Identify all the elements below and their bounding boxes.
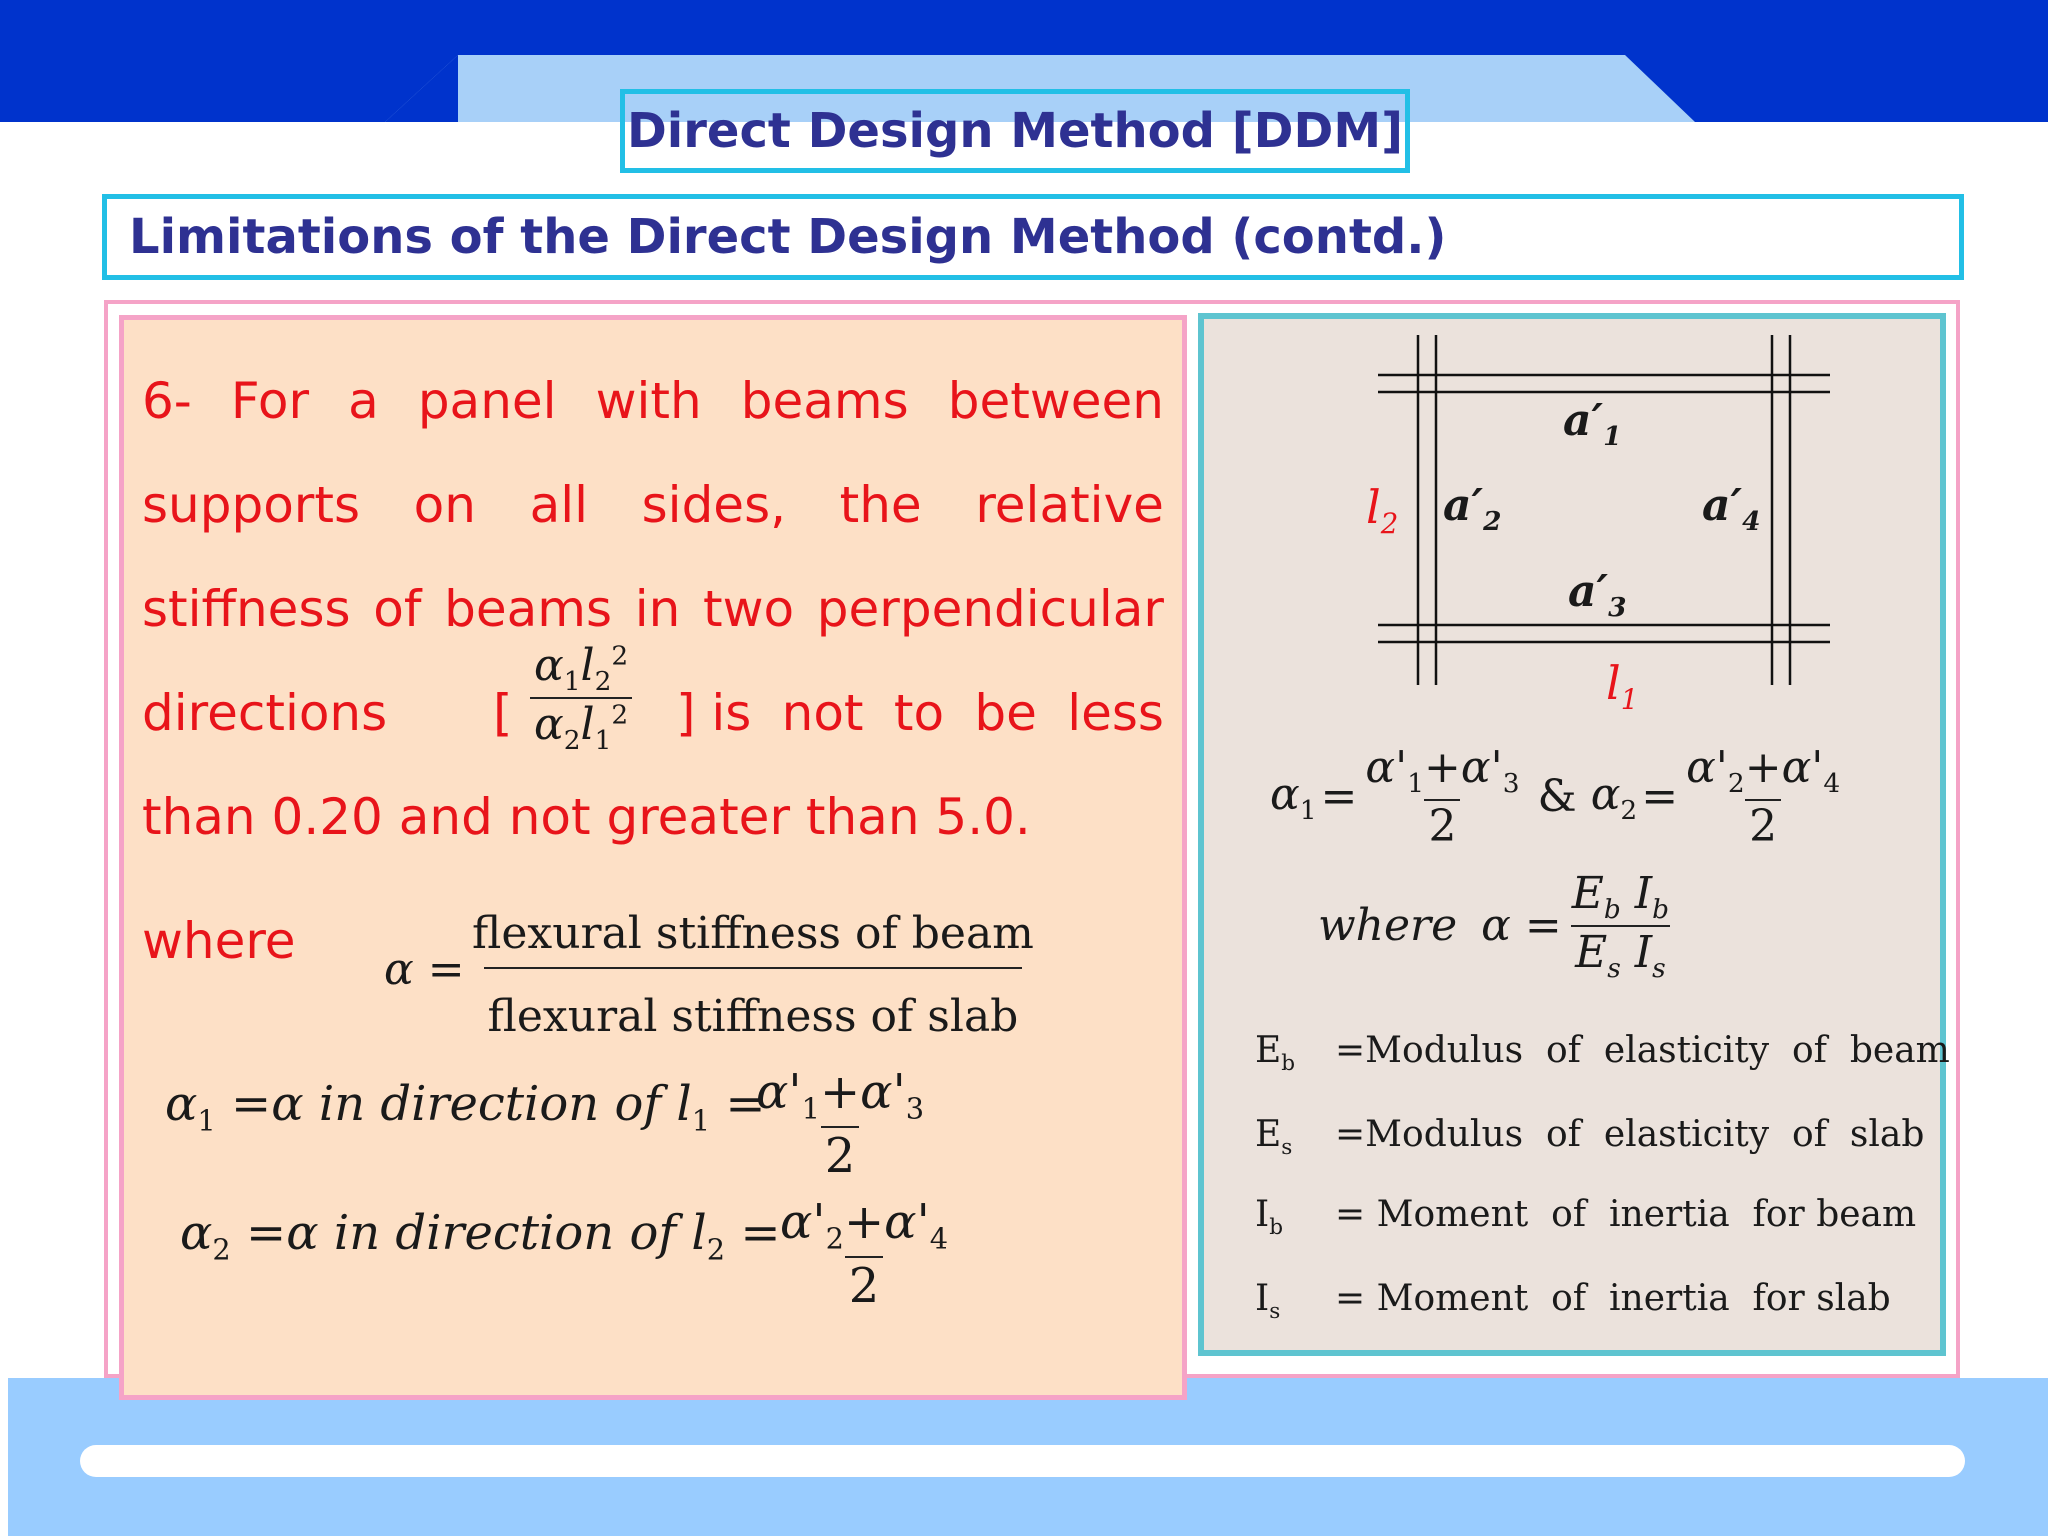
slab-panel-diagram (1370, 330, 1840, 690)
def-sub: s (1281, 1135, 1293, 1161)
alpha1-numerator: $\alpha'_1+\alpha'_3$ (756, 1064, 925, 1126)
alpha-ratio-equation (1318, 868, 1673, 984)
a1-sub: 1 (1603, 420, 1622, 452)
word: sides, (641, 476, 787, 534)
I-s-sub: s (1652, 952, 1666, 984)
E-s-sub: s (1607, 952, 1621, 984)
eq2-l-sub: 2 (706, 1232, 726, 1267)
word: not (781, 684, 864, 742)
I-s: I (1634, 926, 1653, 978)
word: with (595, 372, 702, 430)
text-line-4-end (676, 684, 1164, 742)
eq1-l-sub: 1 (691, 1103, 711, 1138)
word: perpendicular (816, 580, 1164, 638)
a2-symbol: a′ (1443, 480, 1484, 531)
I-b-sub: b (1652, 893, 1670, 925)
alpha-definition-fraction (468, 908, 1038, 1042)
def-text: =Modulus of elasticity of slab (1335, 1114, 1925, 1155)
eq2-l: l (691, 1205, 707, 1261)
word: of (373, 580, 422, 638)
E-b-sub: b (1603, 893, 1621, 925)
word: supports (142, 476, 361, 534)
ratio-denominator: $\alpha_2l_1^2$ (530, 697, 632, 756)
a4-symbol: a′ (1702, 480, 1743, 531)
word: relative (975, 476, 1164, 534)
eq1-equals: = (725, 1076, 766, 1132)
alpha2-numerator: $\alpha'_2+\alpha'_4$ (780, 1194, 949, 1256)
open-bracket: [ (493, 684, 513, 742)
word: all (529, 476, 588, 534)
a1-symbol: a′ (1563, 395, 1604, 446)
word: less (1067, 684, 1164, 742)
eq1-l: l (676, 1076, 692, 1132)
alpha2-frac-right (1682, 742, 1844, 852)
alpha2-denominator: 2 (845, 1256, 884, 1314)
word: on (413, 476, 476, 534)
alpha-definition-lhs (384, 944, 465, 995)
alpha1-fraction (752, 1064, 928, 1184)
alpha-pair-equation (1270, 742, 1844, 852)
eq2-equals: = (740, 1205, 781, 1261)
where-label: where (142, 912, 296, 970)
label-a2 (1443, 480, 1502, 537)
eq2-text: =α in direction of (246, 1205, 677, 1261)
alpha2-symbol: $\alpha_2$ (1590, 768, 1638, 826)
word: two (703, 580, 795, 638)
word: For (230, 372, 310, 430)
eq2-lhs-sub: 2 (212, 1232, 231, 1267)
alpha1-symbol: $\alpha_1$ (1270, 768, 1317, 826)
E-b: E (1571, 868, 1604, 919)
word: in (634, 580, 681, 638)
text-line-2 (142, 476, 1164, 534)
eq2-lhs: α (180, 1205, 213, 1261)
E-s: E (1575, 926, 1608, 978)
a2-sub: 2 (1483, 505, 1502, 537)
def-sub: s (1269, 1299, 1281, 1325)
alpha-def-numerator: flexural stiffness of beam (472, 908, 1034, 959)
word: beams (444, 580, 613, 638)
modulus-ratio-fraction (1568, 868, 1673, 984)
alpha1-denominator: 2 (821, 1126, 860, 1184)
eq1-lhs-sub: 1 (197, 1103, 216, 1138)
def-symbol (1255, 1114, 1335, 1160)
alpha2-frac-den: 2 (1745, 799, 1781, 852)
a4-sub: 4 (1742, 505, 1761, 537)
label-a3 (1568, 566, 1627, 623)
def-sub: b (1269, 1215, 1284, 1241)
equals-sign: = (1641, 771, 1679, 823)
word: a (348, 372, 379, 430)
bottom-bar (80, 1445, 1965, 1477)
definition-row (1255, 1114, 1924, 1160)
alpha1-equation (165, 1076, 766, 1138)
slide-subtitle: Limitations of the Direct Design Method (contd.) (102, 194, 1964, 280)
l1-sub: 1 (1620, 683, 1639, 717)
label-l1 (1606, 656, 1638, 716)
label-a1 (1563, 395, 1622, 452)
word: to (893, 684, 945, 742)
and-symbol: & (1537, 771, 1577, 823)
text-line-1 (142, 372, 1164, 430)
definition-row (1255, 1194, 1916, 1240)
I-b: I (1634, 868, 1653, 919)
def-text: = Moment of inertia for beam (1335, 1194, 1917, 1235)
stiffness-ratio-fraction (530, 640, 632, 756)
alpha-def-denominator: flexural stiffness of slab (484, 967, 1023, 1042)
def-symbol (1255, 1278, 1335, 1324)
def-symbol (1255, 1030, 1335, 1076)
l2-sub: 2 (1380, 507, 1399, 541)
alpha1-frac-num: $\alpha'_1+\alpha'_3$ (1365, 742, 1520, 799)
alpha1-frac-right (1361, 742, 1523, 852)
word: beams (740, 372, 909, 430)
alpha1-frac-den: 2 (1424, 799, 1460, 852)
definition-row (1255, 1030, 1950, 1076)
l2-symbol: l (1366, 480, 1381, 534)
def-sym: I (1255, 1278, 1270, 1319)
alpha2-equation (180, 1205, 781, 1267)
l1-symbol: l (1606, 656, 1621, 710)
text-line-5: than 0.20 and not greater than 5.0. (142, 788, 1031, 846)
word: panel (417, 372, 557, 430)
word: 6- (142, 372, 192, 430)
def-text: =Modulus of elasticity of beam (1335, 1030, 1950, 1071)
alpha2-fraction (776, 1194, 952, 1314)
word: be (974, 684, 1037, 742)
definition-row (1255, 1278, 1891, 1324)
ratio-num (1568, 868, 1673, 925)
equals-sign: = (1320, 771, 1358, 823)
a3-symbol: a′ (1568, 566, 1609, 617)
word: stiffness (142, 580, 351, 638)
word: between (947, 372, 1164, 430)
alpha-equals: α = (1481, 900, 1562, 952)
label-l2 (1366, 480, 1398, 540)
a3-sub: 3 (1608, 591, 1627, 623)
text-line-3 (142, 580, 1164, 638)
word: ] is (676, 684, 752, 742)
slide-title: Direct Design Method [DDM] (620, 89, 1410, 173)
where-word: where (1318, 900, 1458, 952)
def-sym: I (1255, 1194, 1270, 1235)
ratio-numerator: $\alpha_1l_2^2$ (534, 640, 629, 697)
def-sym: E (1255, 1030, 1282, 1071)
ratio-den (1571, 925, 1670, 984)
label-a4 (1702, 480, 1761, 537)
eq1-lhs: α (165, 1076, 198, 1132)
def-symbol (1255, 1194, 1335, 1240)
text-line-4-start: directions (142, 684, 388, 742)
alpha-def-lhs: α = (384, 944, 465, 995)
word: the (839, 476, 922, 534)
def-sym: E (1255, 1114, 1282, 1155)
alpha2-frac-num: $\alpha'_2+\alpha'_4$ (1686, 742, 1841, 799)
def-text: = Moment of inertia for slab (1335, 1278, 1891, 1319)
def-sub: b (1281, 1051, 1296, 1077)
eq1-text: =α in direction of (231, 1076, 662, 1132)
